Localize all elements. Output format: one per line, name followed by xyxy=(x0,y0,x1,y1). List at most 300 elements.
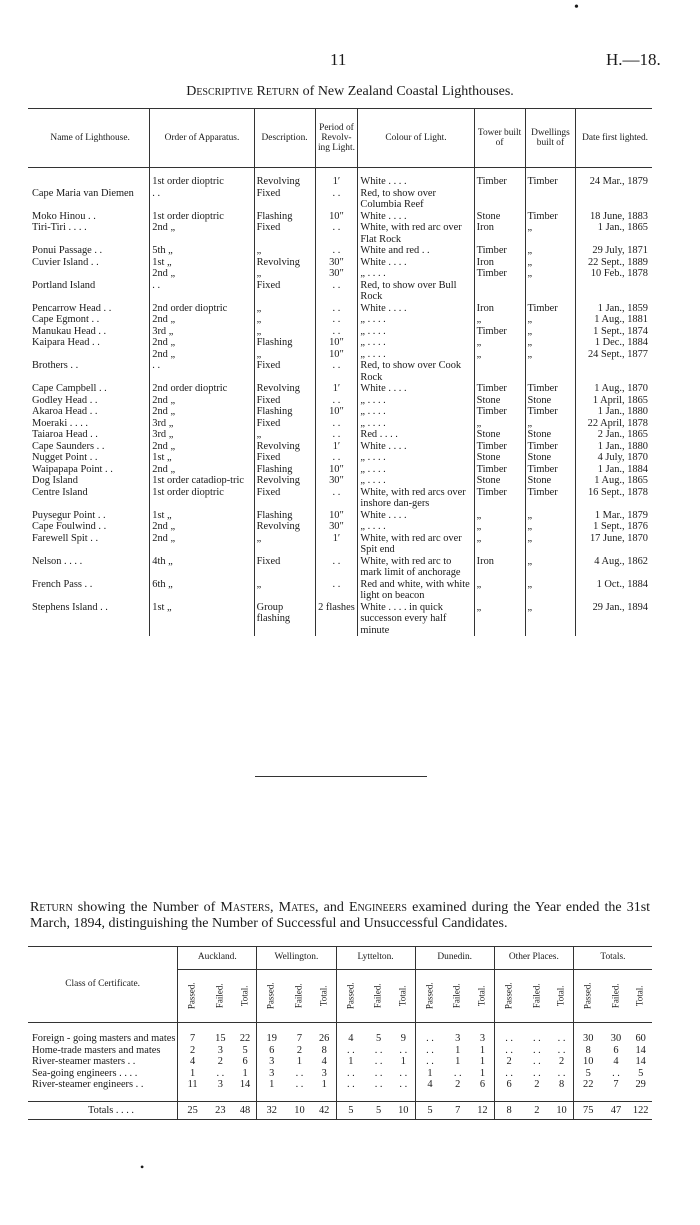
count-cell: 6 xyxy=(494,1079,523,1091)
lighthouse-colour-cell: „ . . . . xyxy=(358,521,474,533)
lighthouse-colour-cell: White, with red arc over Flat Rock xyxy=(358,222,474,245)
lighthouse-date-cell: 1 Aug., 1870 xyxy=(576,383,652,395)
lighthouse-dwellings-cell: „ xyxy=(525,245,576,257)
lighthouse-period-cell: 10″ xyxy=(315,406,358,418)
spacer-cell xyxy=(286,1091,313,1102)
lighthouse-name-cell: Manukau Head . . xyxy=(32,325,107,337)
lighthouse-colour-cell: „ . . . . xyxy=(358,406,474,418)
lighthouse-row xyxy=(28,464,652,476)
lighthouse-period-cell: 2 flashes xyxy=(315,602,358,637)
lighthouse-name-cell: Akaroa Head . . xyxy=(32,406,98,417)
lighthouse-date-cell: 1 April, 1865 xyxy=(576,395,652,407)
lighthouse-date-cell: 17 June, 1870 xyxy=(576,533,652,556)
count-cell: 32 xyxy=(257,1101,286,1120)
lighthouse-date-cell: 24 Sept., 1877 xyxy=(576,349,652,361)
lighthouse-period-cell: . . xyxy=(315,360,358,383)
count-cell: . . xyxy=(532,1067,541,1079)
sub-header xyxy=(313,970,336,1023)
lighthouse-row xyxy=(28,406,652,418)
lighthouse-period-cell: . . xyxy=(315,556,358,579)
count-cell: 8 xyxy=(573,1045,602,1057)
count-cell: 3 xyxy=(321,1067,327,1079)
lighthouse-name-cell: Portland Island xyxy=(32,279,96,291)
lighthouse-date-cell xyxy=(576,188,652,211)
lighthouse-colour-cell: Red . . . . xyxy=(358,429,474,441)
lighthouse-name-cell: Pencarrow Head . . xyxy=(32,302,112,314)
lighthouse-name-cell: Godley Head . . xyxy=(32,394,98,406)
sub-header-label: Passed. xyxy=(503,982,514,1009)
count-cell: 19 xyxy=(257,1033,286,1045)
lighthouse-row xyxy=(28,475,652,487)
lighthouse-name-cell: Centre Island xyxy=(32,486,88,498)
lighthouse-period-cell: 30″ xyxy=(315,521,358,533)
spacer-cell xyxy=(234,1023,257,1034)
sub-header xyxy=(286,970,313,1023)
count-cell: 5 xyxy=(242,1044,248,1056)
lighthouse-dwellings-cell: Stone xyxy=(525,475,576,487)
spacer-row xyxy=(28,1023,652,1034)
spacer-cell xyxy=(150,168,254,177)
sub-header xyxy=(573,970,602,1023)
sub-header-label: Total. xyxy=(397,985,408,1006)
spacer-cell xyxy=(494,1023,523,1034)
count-cell: 1 xyxy=(479,1044,486,1056)
lighthouse-order-cell: 2nd „ xyxy=(150,521,254,533)
lighthouse-order-cell: 2nd „ xyxy=(150,222,254,245)
count-cell: . . xyxy=(295,1067,304,1079)
lighthouse-row xyxy=(28,602,652,637)
count-cell: . . xyxy=(374,1056,383,1067)
count-cell: 2 xyxy=(494,1056,523,1068)
count-cell: 11 xyxy=(178,1079,207,1091)
lighthouse-row xyxy=(28,268,652,280)
lighthouse-name-cell: Taiaroa Head . . xyxy=(32,429,98,440)
spacer-cell xyxy=(28,1091,178,1102)
lighthouse-tower-cell: Stone xyxy=(474,452,525,464)
count-cell: 14 xyxy=(635,1056,646,1067)
lighthouse-date-cell: 4 July, 1870 xyxy=(576,452,652,464)
lighthouse-order-cell: 2nd order dioptric xyxy=(150,303,254,315)
lighthouse-tower-cell: Timber xyxy=(474,464,525,476)
group-header: Totals. xyxy=(573,947,652,970)
lighthouse-tower-cell: „ xyxy=(474,579,525,602)
count-cell: . . xyxy=(216,1067,225,1079)
lighthouse-row xyxy=(28,533,652,556)
count-cell: 10 xyxy=(550,1101,573,1120)
count-cell: 1 xyxy=(479,1056,486,1067)
lighthouse-dwellings-cell: „ xyxy=(525,337,576,349)
sub-header-label: Failed. xyxy=(452,983,462,1008)
lighthouse-period-cell: . . xyxy=(315,395,358,407)
spacer-cell xyxy=(313,1023,336,1034)
examination-row xyxy=(28,1033,652,1045)
count-cell: 4 xyxy=(321,1056,327,1067)
lighthouse-dwellings-cell: Stone xyxy=(525,429,576,441)
count-cell: 3 xyxy=(257,1056,286,1068)
count-cell: . . xyxy=(415,1056,444,1068)
lighthouse-row xyxy=(28,418,652,430)
spacer-cell xyxy=(313,1091,336,1102)
lighthouse-dwellings-cell: Timber xyxy=(525,211,576,223)
count-cell: 3 xyxy=(217,1044,223,1056)
spacer-cell xyxy=(392,1091,415,1102)
lighthouse-colour-cell: „ . . . . xyxy=(358,452,474,464)
totals-row xyxy=(28,1101,652,1120)
lighthouse-description-cell: Fixed xyxy=(254,418,315,430)
lighthouse-order-cell: . . xyxy=(150,360,254,383)
sub-header-label: Passed. xyxy=(345,982,356,1009)
lighthouse-colour-cell: White, with red arc to mark limit of anchorage xyxy=(358,556,474,579)
lighthouse-period-cell: . . xyxy=(315,303,358,315)
count-cell: 60 xyxy=(635,1033,646,1044)
lighthouse-colour-cell: Red, to show over Columbia Reef xyxy=(358,188,474,211)
lighthouse-tower-cell: „ xyxy=(474,418,525,430)
lighthouse-name-cell xyxy=(28,176,150,188)
lighthouse-description-cell: „ xyxy=(254,429,315,441)
lighthouse-dwellings-cell: „ xyxy=(525,326,576,338)
lighthouse-description-cell: „ xyxy=(254,245,315,257)
group-header: Auckland. xyxy=(178,947,257,970)
spacer-cell xyxy=(207,1091,234,1102)
lighthouse-name-cell: Cape Saunders . . xyxy=(32,440,105,452)
examination-row xyxy=(28,1045,652,1057)
lighthouse-colour-cell: White . . . . xyxy=(358,176,474,188)
sub-header-label: Passed. xyxy=(582,982,593,1009)
spacer-cell xyxy=(550,1091,573,1102)
lighthouse-date-cell: 2 Jan., 1865 xyxy=(576,429,652,441)
lighthouse-name-cell: Stephens Island . . xyxy=(32,601,108,613)
lighthouse-description-cell: Fixed xyxy=(254,280,315,303)
count-cell: 2 xyxy=(524,1101,551,1120)
lighthouse-tower-cell: „ xyxy=(474,602,525,637)
count-cell: 4 xyxy=(415,1079,444,1091)
spacer-cell xyxy=(178,1091,207,1102)
sub-header-label: Failed. xyxy=(372,983,383,1008)
spacer-cell xyxy=(178,1023,207,1034)
count-cell: 2 xyxy=(455,1079,461,1090)
lighthouse-tower-cell: Timber xyxy=(474,268,525,280)
lighthouse-description-cell: „ xyxy=(254,533,315,556)
lighthouse-tower-cell: „ xyxy=(474,533,525,556)
lighthouse-order-cell: 2nd „ xyxy=(150,337,254,349)
class-label-cell: River-steamer engineers . . xyxy=(32,1079,144,1090)
lighthouse-dwellings-cell: Stone xyxy=(525,452,576,464)
lighthouse-period-cell: 1′ xyxy=(315,533,358,556)
count-cell: 6 xyxy=(613,1044,619,1056)
lighthouse-tower-cell: Iron xyxy=(474,303,525,315)
lighthouse-period-cell: 1′ xyxy=(315,176,358,188)
sub-header xyxy=(234,970,257,1023)
spacer-cell xyxy=(315,168,358,177)
count-cell: 2 xyxy=(296,1044,303,1056)
spacer-cell xyxy=(336,1023,365,1034)
count-cell: 14 xyxy=(635,1044,646,1056)
lighthouse-period-cell: 10″ xyxy=(315,349,358,361)
lighthouse-dwellings-cell: „ xyxy=(525,533,576,556)
count-cell: 1 xyxy=(415,1068,444,1080)
spacer-cell xyxy=(28,1023,178,1034)
lighthouse-row xyxy=(28,211,652,223)
group-header: Lyttelton. xyxy=(336,947,415,970)
sub-header-label: Total. xyxy=(318,985,329,1006)
count-cell: 42 xyxy=(313,1101,336,1120)
sub-header-label: Failed. xyxy=(293,983,304,1008)
count-cell: . . xyxy=(336,1045,365,1057)
sub-header-label: Failed. xyxy=(214,983,225,1008)
count-cell: 9 xyxy=(400,1033,406,1044)
lighthouse-row xyxy=(28,349,652,361)
lighthouse-description-cell: Fixed xyxy=(254,395,315,407)
spacer-cell xyxy=(286,1023,313,1034)
count-cell: . . xyxy=(415,1033,444,1045)
col-header: Name of Lighthouse. xyxy=(28,109,150,168)
count-cell: 25 xyxy=(178,1101,207,1120)
spacer-cell xyxy=(358,168,474,177)
spacer-cell xyxy=(257,1091,286,1102)
count-cell: . . xyxy=(336,1068,365,1080)
count-cell: 7 xyxy=(296,1033,303,1044)
lighthouse-date-cell xyxy=(576,360,652,383)
lighthouse-name-cell: Puysegur Point . . xyxy=(32,509,106,521)
spacer-cell xyxy=(365,1023,392,1034)
lighthouse-period-cell: 30″ xyxy=(315,268,358,280)
title-text: and xyxy=(323,900,344,915)
lighthouse-name-cell xyxy=(28,268,150,280)
lighthouse-colour-cell: White, with red arc over Spit end xyxy=(358,533,474,556)
sub-header-label: Passed. xyxy=(186,982,197,1009)
spacer-cell xyxy=(207,1023,234,1034)
lighthouse-row xyxy=(28,337,652,349)
count-cell: 5 xyxy=(638,1067,644,1079)
lighthouse-dwellings-cell: „ xyxy=(525,510,576,522)
title-prefix: Descriptive Return xyxy=(186,84,300,99)
count-cell: . . xyxy=(415,1045,444,1057)
lighthouse-row xyxy=(28,441,652,453)
sub-header xyxy=(471,970,494,1023)
lighthouse-date-cell: 1 Jan., 1865 xyxy=(576,222,652,245)
count-cell: 10 xyxy=(392,1101,415,1120)
lighthouse-order-cell: 5th „ xyxy=(150,245,254,257)
lighthouse-tower-cell: „ xyxy=(474,314,525,326)
lighthouse-dwellings-cell: Timber xyxy=(525,406,576,418)
lighthouse-header-row xyxy=(28,109,652,168)
lighthouse-dwellings-cell: Timber xyxy=(525,176,576,188)
lighthouse-description-cell: Group flashing xyxy=(254,602,315,637)
count-cell: 29 xyxy=(635,1079,646,1090)
spacer-cell xyxy=(573,1023,602,1034)
lighthouse-dwellings-cell xyxy=(525,280,576,303)
lighthouse-row xyxy=(28,521,652,533)
lighthouse-dwellings-cell: „ xyxy=(525,268,576,280)
sub-header xyxy=(494,970,523,1023)
lighthouse-order-cell: 1st order dioptric xyxy=(150,176,254,188)
lighthouse-description-cell: „ xyxy=(254,579,315,602)
count-cell: 3 xyxy=(455,1033,461,1044)
lighthouse-description-cell: Fixed xyxy=(254,360,315,383)
count-cell: 1 xyxy=(242,1067,248,1079)
sub-header xyxy=(336,970,365,1023)
spacer-row xyxy=(28,1091,652,1102)
col-header: Period of Revolv-ing Light. xyxy=(315,109,358,168)
col-header: Colour of Light. xyxy=(358,109,474,168)
lighthouse-tower-cell: Iron xyxy=(474,556,525,579)
section-divider xyxy=(255,776,427,777)
spacer-cell xyxy=(444,1091,471,1102)
lighthouse-date-cell: 1 Jan., 1880 xyxy=(576,441,652,453)
count-cell: 1 xyxy=(296,1056,303,1067)
page-mark-bottom: • xyxy=(140,1160,145,1174)
lighthouse-row xyxy=(28,188,652,211)
lighthouse-tower-cell xyxy=(474,360,525,383)
lighthouse-description-cell: Fixed xyxy=(254,556,315,579)
spacer-cell xyxy=(336,1091,365,1102)
lighthouse-date-cell: 22 April, 1878 xyxy=(576,418,652,430)
lighthouse-tower-cell: „ xyxy=(474,521,525,533)
lighthouse-order-cell: 2nd „ xyxy=(150,395,254,407)
count-cell: 1 xyxy=(455,1044,461,1056)
lighthouse-colour-cell: „ . . . . xyxy=(358,337,474,349)
lighthouse-period-cell: . . xyxy=(315,222,358,245)
lighthouse-date-cell: 29 July, 1871 xyxy=(576,245,652,257)
lighthouse-date-cell: 1 Jan., 1859 xyxy=(576,303,652,315)
count-cell: . . xyxy=(374,1079,383,1090)
count-cell: 1 xyxy=(257,1079,286,1091)
lighthouse-name-cell: Farewell Spit . . xyxy=(32,532,99,544)
lighthouse-order-cell: 2nd „ xyxy=(150,268,254,280)
lighthouse-tower-cell: Stone xyxy=(474,211,525,223)
page-mark: • xyxy=(574,0,579,15)
sub-header xyxy=(207,970,234,1023)
count-cell: 1 xyxy=(178,1068,207,1080)
count-cell: 7 xyxy=(444,1101,471,1120)
lighthouse-period-cell: . . xyxy=(315,280,358,303)
lighthouse-description-cell: Flashing xyxy=(254,510,315,522)
count-cell: . . xyxy=(295,1079,304,1090)
examination-row xyxy=(28,1068,652,1080)
lighthouse-dwellings-cell: „ xyxy=(525,257,576,269)
class-label-cell: Home-trade masters and mates xyxy=(32,1044,161,1056)
spacer-cell xyxy=(471,1091,494,1102)
class-label-cell: Foreign - going masters and mates xyxy=(32,1033,176,1044)
document-code: H.—18. xyxy=(606,50,661,69)
count-cell: 5 xyxy=(573,1068,602,1080)
spacer-cell xyxy=(28,168,150,177)
lighthouse-date-cell: 1 Jan., 1880 xyxy=(576,406,652,418)
lighthouse-description-cell: Flashing xyxy=(254,464,315,476)
count-cell: 5 xyxy=(376,1033,382,1044)
lighthouse-name-cell: French Pass . . xyxy=(32,578,93,590)
group-header: Dunedin. xyxy=(415,947,494,970)
spacer-cell xyxy=(474,168,525,177)
spacer-cell xyxy=(494,1091,523,1102)
lighthouse-tower-cell: Timber xyxy=(474,487,525,510)
lighthouse-row xyxy=(28,360,652,383)
count-cell: . . xyxy=(532,1033,541,1044)
spacer-cell xyxy=(573,1091,602,1102)
count-cell: 7 xyxy=(613,1079,619,1090)
lighthouse-period-cell: 30″ xyxy=(315,475,358,487)
lighthouse-name-cell: Moeraki . . . . xyxy=(32,417,88,429)
lighthouse-description-cell: Fixed xyxy=(254,487,315,510)
lighthouse-tower-cell: Timber xyxy=(474,245,525,257)
lighthouse-row xyxy=(28,429,652,441)
sub-header xyxy=(415,970,444,1023)
count-cell: . . xyxy=(399,1067,408,1079)
lighthouse-name-cell: Cape Campbell . . xyxy=(32,383,107,394)
lighthouse-name-cell: Brothers . . xyxy=(32,360,79,371)
lighthouse-colour-cell: White . . . . xyxy=(358,257,474,269)
lighthouse-tower-cell: Timber xyxy=(474,441,525,453)
lighthouse-description-cell: „ xyxy=(254,326,315,338)
title-word: Masters, Mates, xyxy=(220,900,319,915)
sub-header xyxy=(629,970,652,1023)
lighthouse-tower-cell: „ xyxy=(474,349,525,361)
lighthouse-dwellings-cell: „ xyxy=(525,349,576,361)
lighthouse-tower-cell: Stone xyxy=(474,429,525,441)
count-cell: . . xyxy=(532,1044,541,1056)
lighthouse-description-cell: Fixed xyxy=(254,222,315,245)
lighthouse-order-cell: 2nd „ xyxy=(150,349,254,361)
lighthouse-period-cell: . . xyxy=(315,487,358,510)
count-cell: 5 xyxy=(415,1101,444,1120)
lighthouse-dwellings-cell: „ xyxy=(525,314,576,326)
count-cell: . . xyxy=(453,1067,462,1079)
lighthouse-colour-cell: „ . . . . xyxy=(358,268,474,280)
lighthouse-tower-cell: Iron xyxy=(474,222,525,245)
lighthouse-order-cell: 1st „ xyxy=(150,602,254,637)
lighthouse-dwellings-cell: Timber xyxy=(525,487,576,510)
spacer-cell xyxy=(576,168,652,177)
count-cell: 8 xyxy=(321,1044,327,1056)
lighthouse-description-cell: Fixed xyxy=(254,452,315,464)
count-cell: . . xyxy=(494,1045,523,1057)
lighthouse-period-cell: 10″ xyxy=(315,337,358,349)
lighthouse-tower-cell xyxy=(474,280,525,303)
sub-header xyxy=(257,970,286,1023)
lighthouse-name-cell: Kaipara Head . . xyxy=(32,337,100,348)
sub-header xyxy=(524,970,551,1023)
lighthouse-colour-cell: White . . . . xyxy=(358,303,474,315)
count-cell: . . xyxy=(399,1079,408,1090)
lighthouse-colour-cell: White . . . . xyxy=(358,211,474,223)
spacer-cell xyxy=(415,1023,444,1034)
lighthouse-date-cell: 16 Sept., 1878 xyxy=(576,487,652,510)
lighthouse-name-cell: Dog Island xyxy=(32,475,78,486)
count-cell: 4 xyxy=(178,1056,207,1068)
lighthouse-dwellings-cell: „ xyxy=(525,222,576,245)
examination-row xyxy=(28,1079,652,1091)
examination-row xyxy=(28,1056,652,1068)
lighthouse-dwellings-cell: Timber xyxy=(525,383,576,395)
lighthouse-row xyxy=(28,245,652,257)
count-cell: . . xyxy=(557,1067,566,1079)
lighthouse-colour-cell: White, with red arcs over inshore dan-gers xyxy=(358,487,474,510)
lighthouse-period-cell: . . xyxy=(315,314,358,326)
sub-header-label: Total. xyxy=(476,985,487,1006)
lighthouse-date-cell: 22 Sept., 1889 xyxy=(576,257,652,269)
count-cell: . . xyxy=(557,1033,566,1044)
count-cell: 30 xyxy=(610,1033,622,1044)
sub-header-label: Total. xyxy=(634,985,645,1006)
count-cell: 23 xyxy=(207,1101,234,1120)
lighthouse-order-cell: 3rd „ xyxy=(150,429,254,441)
lighthouse-order-cell: . . xyxy=(150,188,254,211)
count-cell: 1 xyxy=(479,1067,486,1079)
count-cell: 3 xyxy=(217,1079,223,1090)
lighthouse-colour-cell: White . . . . xyxy=(358,383,474,395)
count-cell: 48 xyxy=(234,1101,257,1120)
count-cell: 47 xyxy=(603,1101,630,1120)
